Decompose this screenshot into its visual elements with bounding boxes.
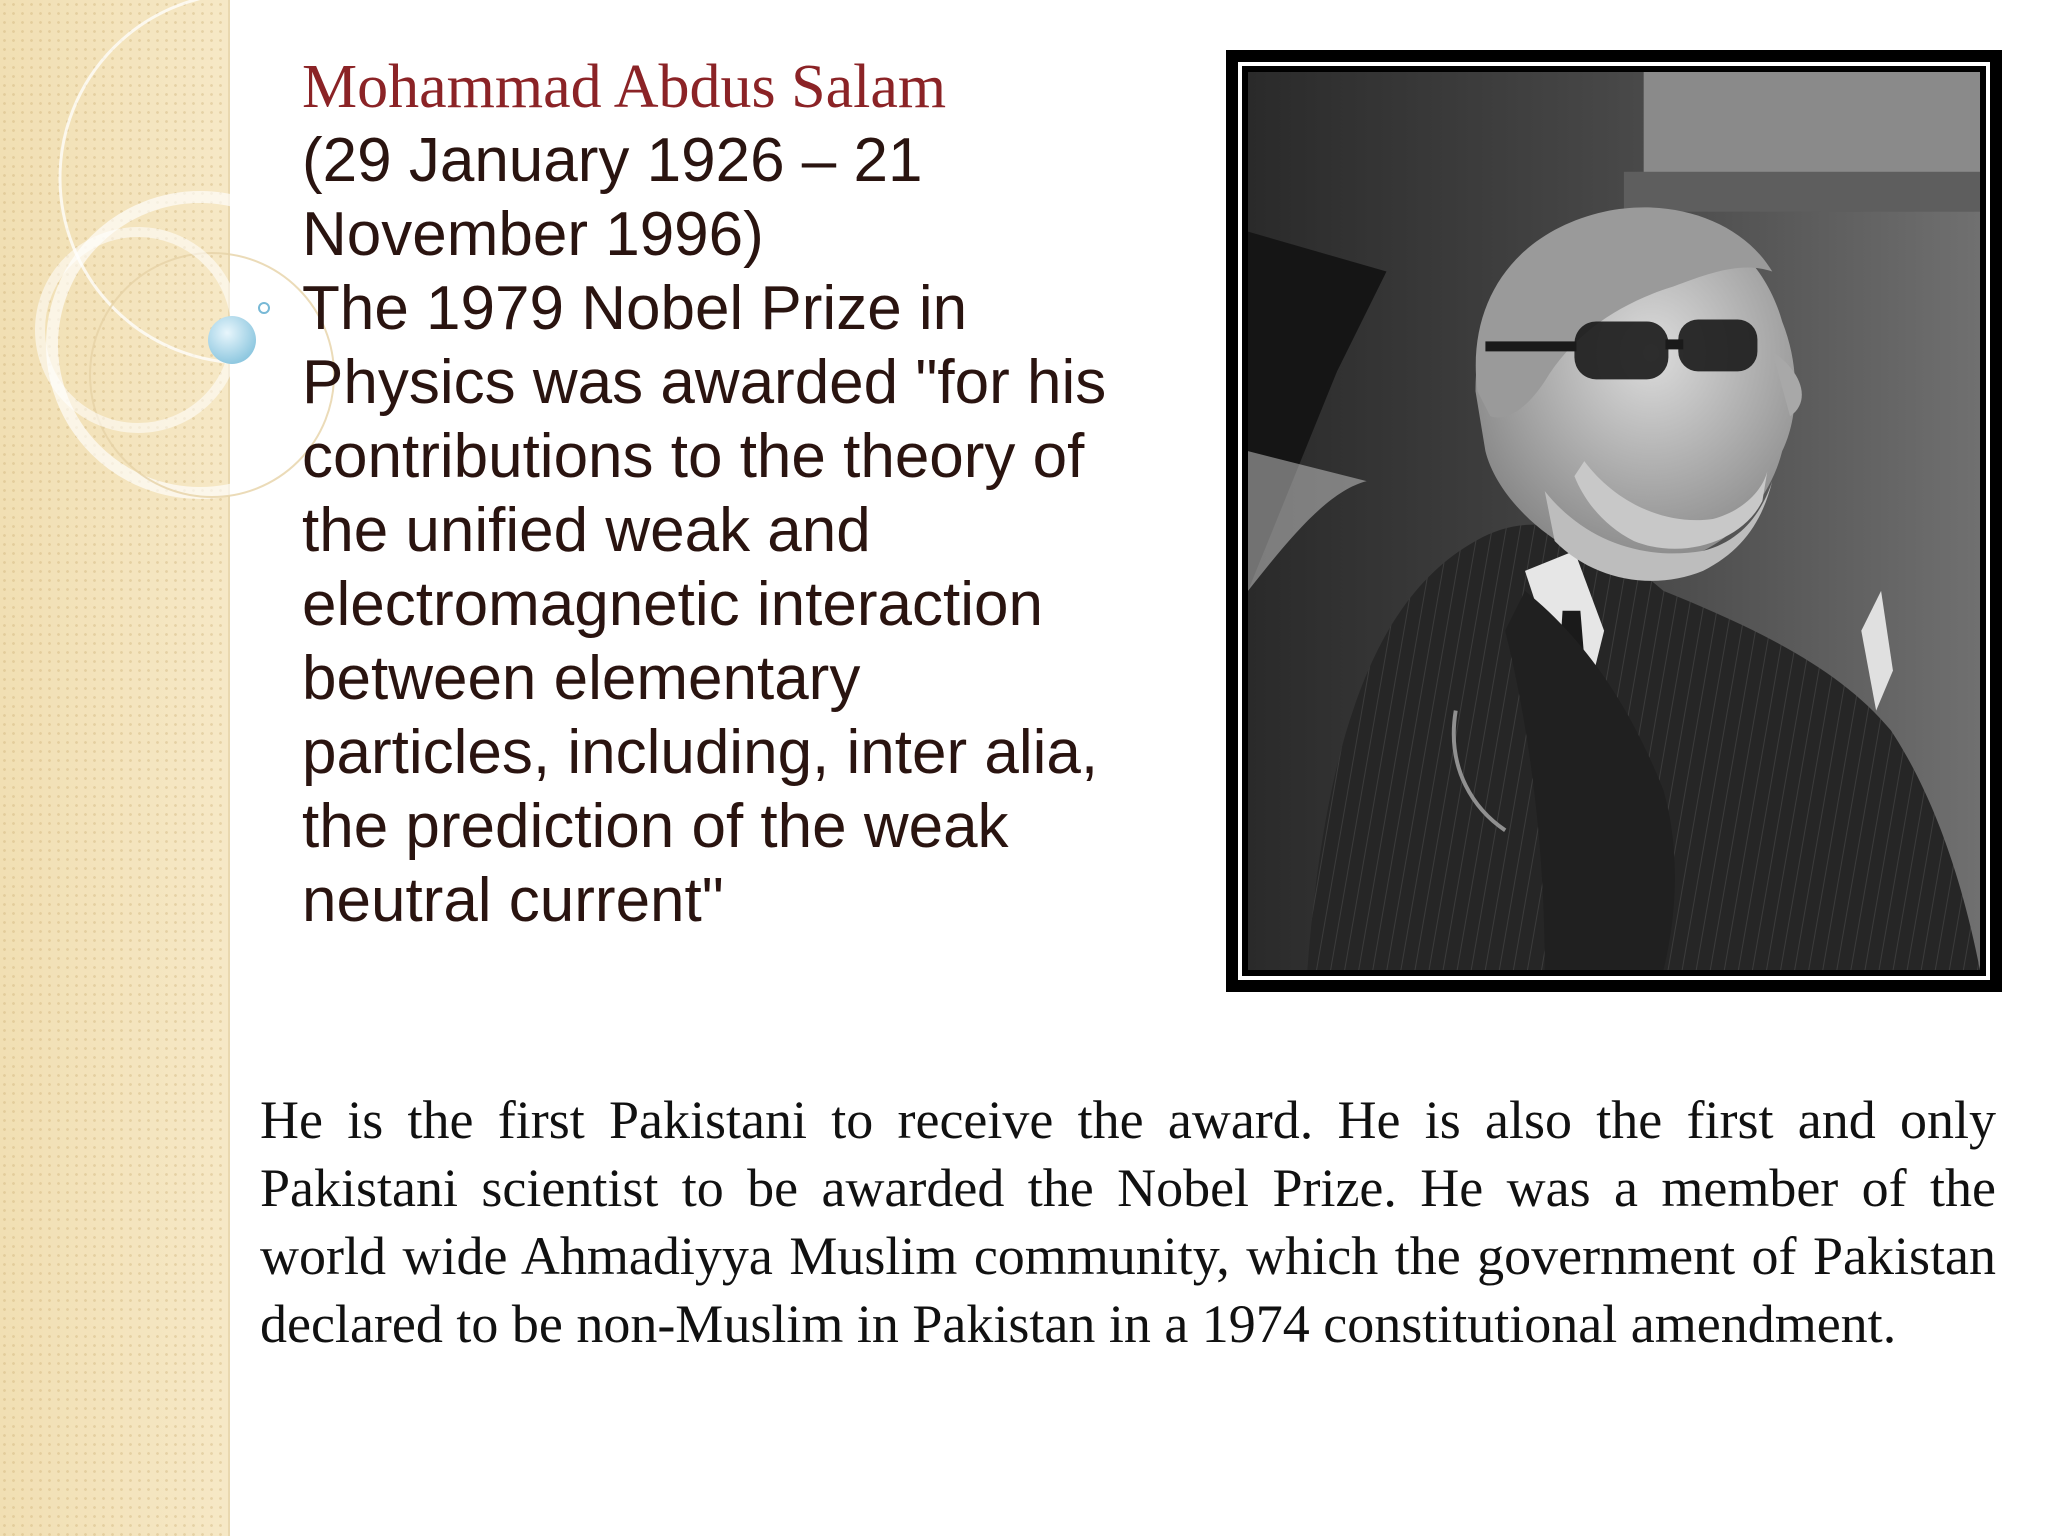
slide-title: Mohammad Abdus Salam (302, 53, 947, 121)
biography-paragraph: He is the first Pakistani to receive the award. He is also the first and only Pakistani scientist to be awarded the Nobel Prize. He was a member of the world wide Ahmadiyya Muslim community, which the government of Pakistan declared to be non-Muslim in Pakistan in a 1974 constitutional amendment. (260, 1090, 1996, 1354)
life-dates: (29 January 1926 – 21 November 1996) (302, 126, 923, 269)
portrait-photo-frame (1226, 50, 2002, 992)
bullet-icon (258, 302, 270, 314)
decorative-circles (0, 0, 320, 520)
portrait-image (1248, 72, 1980, 970)
decorative-orb-icon (208, 316, 256, 364)
portrait-photo (1238, 62, 1990, 980)
nobel-prize-citation: The 1979 Nobel Prize in Physics was awarded "for his contributions to the theory of the unified weak and electromagnetic interaction between elementary particles, including, inter alia, the prediction of the weak neutral current" (302, 274, 1107, 935)
